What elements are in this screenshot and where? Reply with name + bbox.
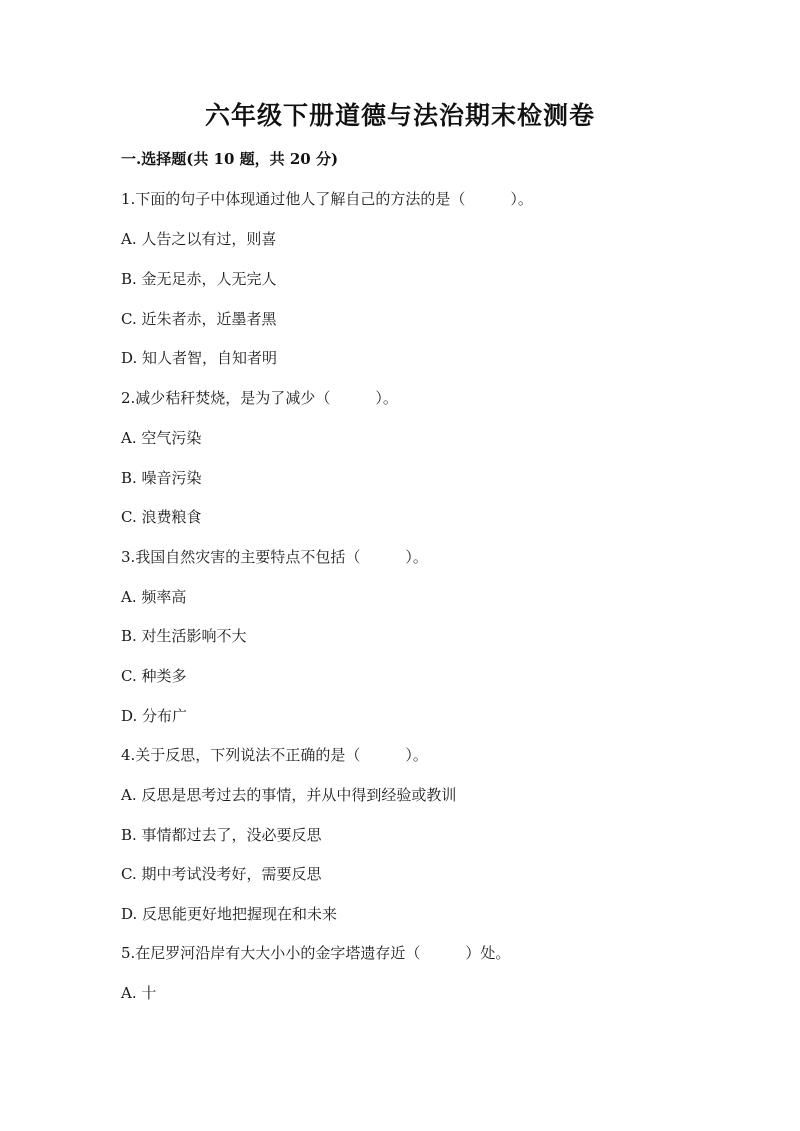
answer-option: D. 分布广 <box>121 707 188 725</box>
answer-option: A. 频率高 <box>121 588 187 606</box>
question-stem: 1.下面的句子中体现通过他人了解自己的方法的是（ ）。 <box>121 190 533 208</box>
answer-option: B. 金无足赤，人无完人 <box>121 270 277 288</box>
answer-option: B. 对生活影响不大 <box>121 627 247 645</box>
question-stem: 2.减少秸秆焚烧，是为了减少（ ）。 <box>121 389 398 407</box>
answer-option: D. 反思能更好地把握现在和未来 <box>121 905 338 923</box>
answer-option: B. 事情都过去了，没必要反思 <box>121 826 322 844</box>
question-stem: 5.在尼罗河沿岸有大大小小的金字塔遗存近（ ）处。 <box>121 944 511 962</box>
answer-option: A. 十 <box>121 984 157 1002</box>
answer-option: C. 近朱者赤，近墨者黑 <box>121 310 277 328</box>
section-heading: 一.选择题(共 10 题，共 20 分) <box>121 150 339 168</box>
answer-option: C. 浪费粮食 <box>121 508 202 526</box>
answer-option: C. 种类多 <box>121 667 187 685</box>
answer-option: C. 期中考试没考好，需要反思 <box>121 865 322 883</box>
question-stem: 4.关于反思，下列说法不正确的是（ ）。 <box>121 746 428 764</box>
answer-option: A. 反思是思考过去的事情，并从中得到经验或教训 <box>121 786 457 804</box>
question-stem: 3.我国自然灾害的主要特点不包括（ ）。 <box>121 548 428 566</box>
page-title: 六年级下册道德与法治期末检测卷 <box>204 101 595 130</box>
answer-option: A. 人告之以有过，则喜 <box>121 230 277 248</box>
answer-option: A. 空气污染 <box>121 429 202 447</box>
answer-option: D. 知人者智，自知者明 <box>121 349 278 367</box>
answer-option: B. 噪音污染 <box>121 469 202 487</box>
